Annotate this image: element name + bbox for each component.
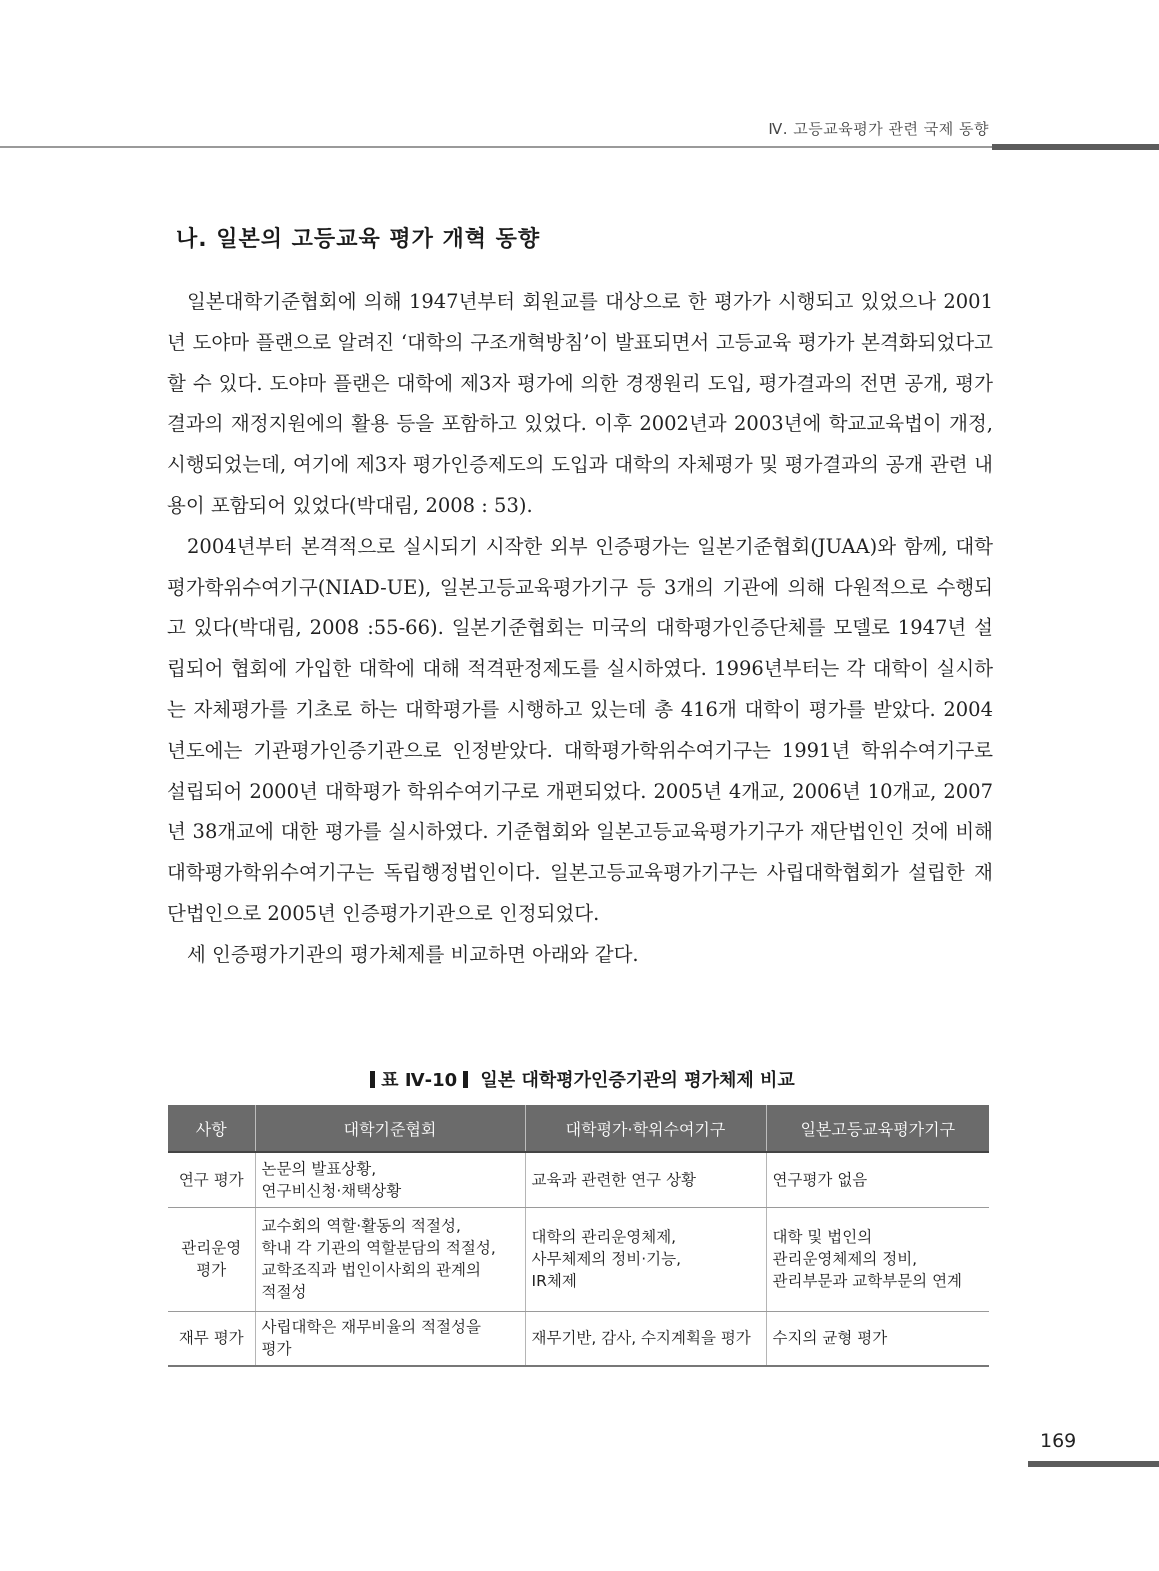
table-row	[168, 1311, 989, 1366]
header-rule	[0, 146, 992, 148]
page-number: 169	[1040, 1430, 1077, 1452]
paragraph: 일본대학기준협회에 의해 1947년부터 회원교를 대상으로 한 평가가 시행되고 있었으나 2001년 도야마 플랜으로 알려진 ‘대학의 구조개혁방침’이 발표되면서 고등교육 평가가 본격화되었다고 할 수 있다. 도야마 플랜은 대학에 제3자 평가에 의한 경쟁원리 도입, 평가결과의 전면 공개, 평가결과의 재정지원에의 활용 등을 포함하고 있었다. 이후 2002년과 2003년에 학교교육법이 개정, 시행되었는데, 여기에 제3자 평가인증제도의 도입과 대학의 자체평가 및 평가결과의 공개 관련 내용이 포함되어 있었다(박대림, 2008 : 53).	[167, 290, 993, 517]
table-row	[168, 1152, 989, 1207]
row-header: 재무 평가	[168, 1311, 255, 1366]
table-cell: 교육과 관련한 연구 상황	[525, 1152, 766, 1207]
column-header: 대학기준협회	[255, 1105, 525, 1152]
table-title: 일본 대학평가인증기관의 평가체제 비교	[480, 1070, 795, 1091]
table-caption	[0, 1066, 1159, 1092]
paragraph: 2004년부터 본격적으로 실시되기 시작한 외부 인증평가는 일본기준협회(JUAA)와 함께, 대학평가학위수여기구(NIAD-UE), 일본고등교육평가기구 등 3개의 기관에 의해 다원적으로 수행되고 있다(박대림, 2008 :55-66). 일본기준협회는 미국의 대학평가인증단체를 모델로 1947년 설립되어 협회에 가입한 대학에 대해 적격판정제도를 실시하였다. 1996년부터는 각 대학이 실시하는 자체평가를 기초로 하는 대학평가를 시행하고 있는데 총 416개 대학이 평가를 받았다. 2004년도에는 기관평가인증기관으로 인정받았다. 대학평가학위수여기구는 1991년 학위수여기구로 설립되어 2000년 대학평가 학위수여기구로 개편되었다. 2005년 4개교, 2006년 10개교, 2007년 38개교에 대한 평가를 실시하였다. 기준협회와 일본고등교육평가기구가 재단법인인 것에 비해 대학평가학위수여기구는 독립행정법인이다. 일본고등교육평가기구는 사립대학협회가 설립한 재단법인으로 2005년 인증평가기관으로 인정되었다.	[167, 534, 993, 925]
comparison-table	[168, 1105, 989, 1367]
section-title: 나. 일본의 고등교육 평가 개혁 동향	[176, 227, 541, 252]
column-header: 대학평가·학위수여기구	[525, 1105, 766, 1152]
caption-bar-right	[463, 1071, 468, 1088]
table-cell: 수지의 균형 평가	[766, 1311, 989, 1366]
running-header: Ⅳ. 고등교육평가 관련 국제 동향	[768, 120, 989, 138]
header-rule-accent	[992, 144, 1159, 150]
body-text	[167, 282, 993, 976]
footer-rule	[1028, 1461, 1159, 1467]
table-cell: 논문의 발표상황, 연구비신청·채택상황	[255, 1152, 525, 1207]
column-header: 일본고등교육평가기구	[766, 1105, 989, 1152]
column-header: 사항	[168, 1105, 255, 1152]
table-header-row	[168, 1105, 989, 1152]
table-row	[168, 1207, 989, 1311]
table-cell: 대학의 관리운영체제, 사무체제의 정비·기능, IR체제	[525, 1207, 766, 1311]
table-cell: 교수회의 역할·활동의 적절성, 학내 각 기관의 역할분담의 적절성, 교학조직과 법인이사회의 관계의 적절성	[255, 1207, 525, 1311]
table-cell: 대학 및 법인의 관리운영체제의 정비, 관리부문과 교학부문의 연계	[766, 1207, 989, 1311]
caption-bar-left	[370, 1071, 375, 1088]
paragraph: 세 인증평가기관의 평가체제를 비교하면 아래와 같다.	[187, 942, 639, 966]
table-cell: 사립대학은 재무비율의 적절성을 평가	[255, 1311, 525, 1366]
row-header: 연구 평가	[168, 1152, 255, 1207]
row-header: 관리운영 평가	[168, 1207, 255, 1311]
table-label: 표 Ⅳ-10	[381, 1070, 458, 1091]
table-cell: 재무기반, 감사, 수지계획을 평가	[525, 1311, 766, 1366]
table-cell: 연구평가 없음	[766, 1152, 989, 1207]
